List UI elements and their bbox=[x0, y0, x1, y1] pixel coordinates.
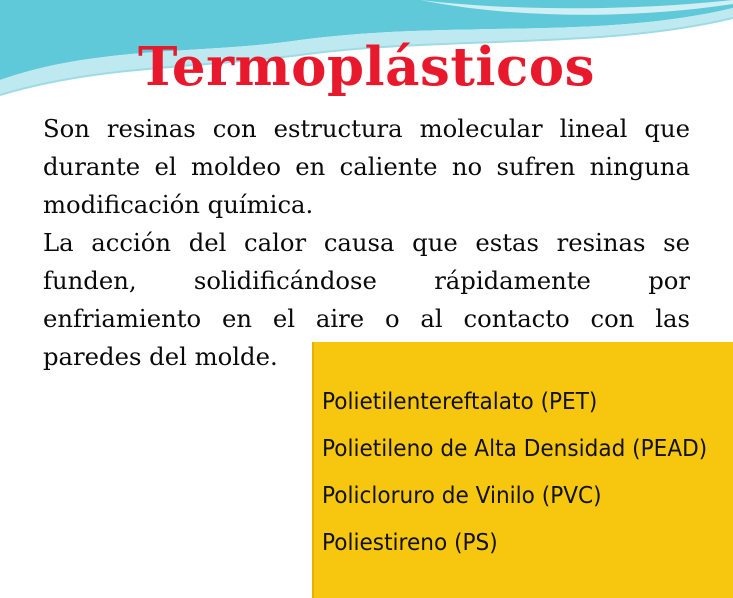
material-item-pead: Polietileno de Alta Densidad (PEAD) bbox=[322, 434, 708, 462]
material-item-ps: Poliestireno (PS) bbox=[322, 528, 498, 556]
paragraph-heat-action: La acción del calor causa que estas resinas se funden, solidificándose rápidamente por enfriamiento en el aire o al contacto con las paredes del molde. bbox=[43, 228, 690, 371]
paragraph-definition: Son resinas con estructura molecular lineal que durante el moldeo en caliente no sufren ninguna modificación química. bbox=[43, 114, 690, 219]
materials-box bbox=[312, 342, 733, 598]
materials-list bbox=[322, 378, 733, 566]
material-item-pet: Polietilentereftalato (PET) bbox=[322, 387, 598, 415]
material-item-pvc: Policloruro de Vinilo (PVC) bbox=[322, 481, 602, 509]
slide-title: Termoplásticos bbox=[138, 36, 595, 98]
